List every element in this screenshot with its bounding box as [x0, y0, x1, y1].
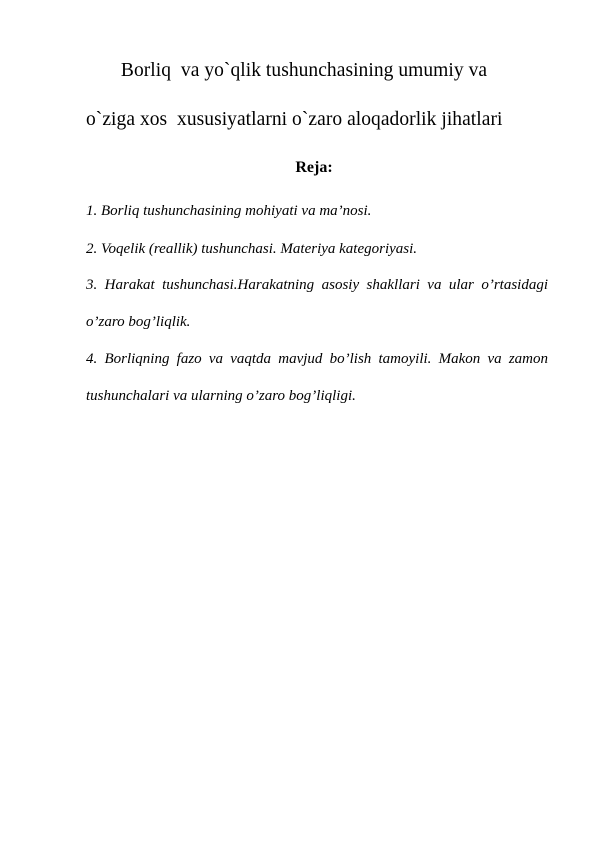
document-title-line-2: o`ziga xos xususiyatlarni o`zaro aloqadorlik jihatlari [86, 109, 503, 130]
plan-item-1: 1. Borliq tushunchasining mohiyati va ma’nosi. [86, 203, 372, 219]
plan-heading: Reja: [295, 159, 333, 176]
plan-item-2: 2. Voqelik (reallik) tushunchasi. Materiya kategoriyasi. [86, 241, 418, 257]
plan-item-4: 4. Borliqning fazo va vaqtda mavjud bo’lish tamoyili. Makon va zamon [86, 351, 548, 367]
plan-item-4-continuation: tushunchalari va ularning o’zaro bog’liqligi. [86, 388, 356, 404]
plan-item-3: 3. Harakat tushunchasi.Harakatning asosiy shakllari va ular o’rtasidagi [86, 277, 548, 293]
document-title-line-1: Borliq va yo`qlik tushunchasining umumiy va [120, 60, 488, 81]
plan-item-3-continuation: o’zaro bog’liqlik. [86, 314, 191, 330]
